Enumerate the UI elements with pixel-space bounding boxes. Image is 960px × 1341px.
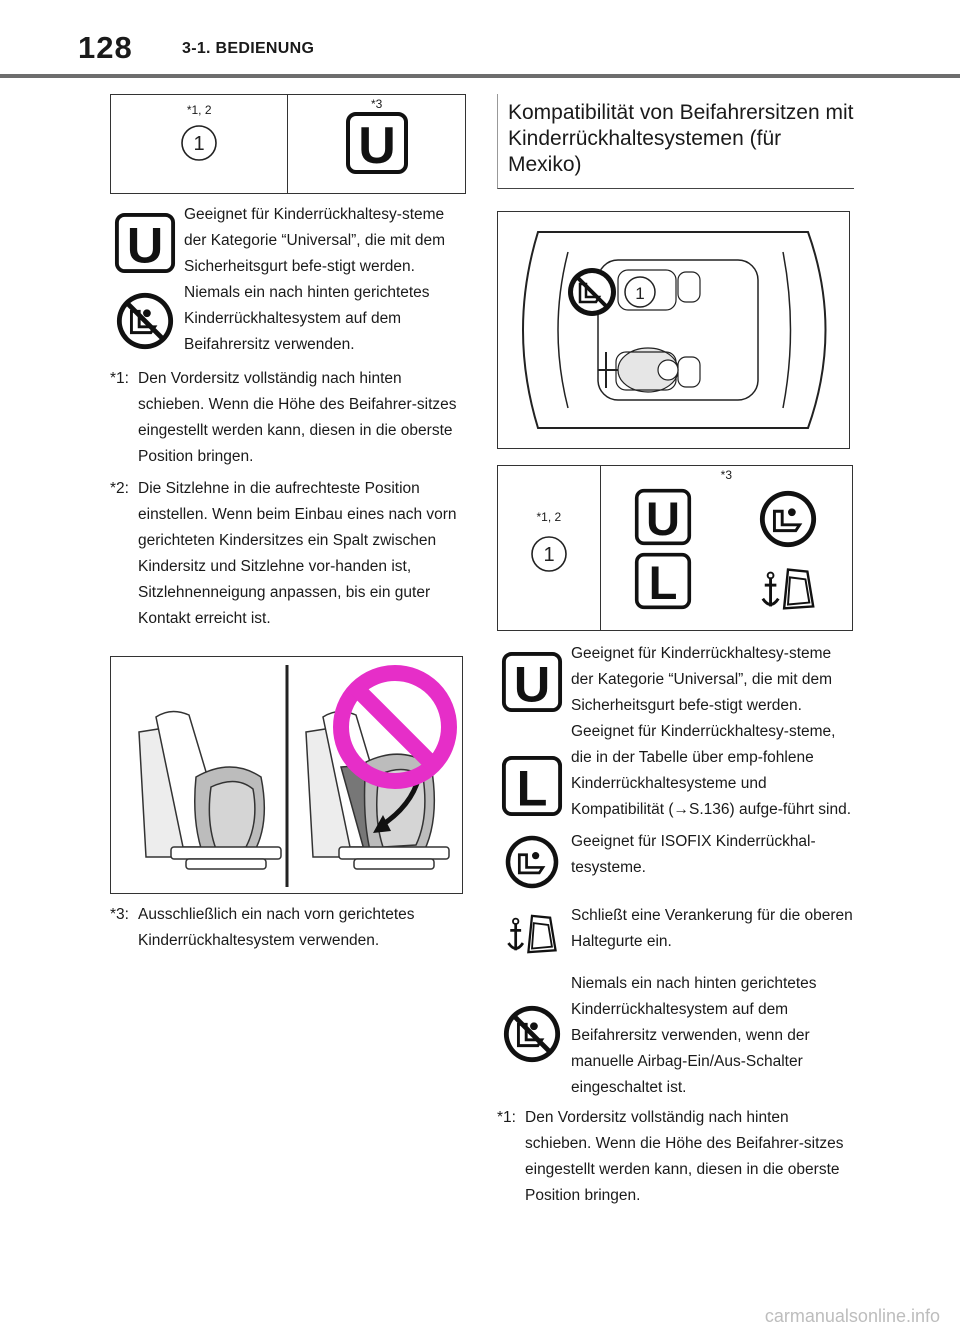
- table-cell-category: [288, 95, 466, 194]
- footnote-mark: *3:: [110, 906, 129, 923]
- isofix-icon: [503, 833, 561, 891]
- svg-text:L: L: [516, 759, 548, 817]
- svg-text:U: U: [645, 492, 680, 546]
- universal-u-icon: [345, 111, 409, 175]
- page-number: 128: [78, 30, 133, 65]
- circled-one-icon: [179, 123, 219, 163]
- car-top-view-illustration: [498, 212, 849, 448]
- footnote-text: Ausschließlich ein nach vorn gerichtetes Kinderrückhaltesystem verwenden.: [138, 906, 415, 949]
- legend-text: Niemals ein nach hinten gerichtetes Kinderrückhaltesystem auf dem Beifahrersitz verwenden, wenn der manuelle Airbag-Ein/Aus-Schalter eingeschaltet ist.: [571, 975, 817, 1096]
- footnote-text: Die Sitzlehne in die aufrechteste Position einstellen. Wenn beim Einbau eines nach vorn gerichteten Kindersitzes ein Spalt zwischen Kindersitz und Sitzlehne vor-handen ist, Sitzlehnenneigung anpassen, bis ein guter Kontakt erreicht ist.: [138, 480, 457, 627]
- footnote-marks: *3: [720, 468, 732, 482]
- legend-universal: [110, 202, 466, 280]
- l-category-icon: [501, 755, 563, 817]
- svg-text:U: U: [357, 117, 396, 175]
- universal-u-icon: [114, 212, 176, 274]
- seat-illustration: [110, 656, 463, 894]
- svg-text:U: U: [126, 216, 164, 274]
- svg-text:L: L: [648, 556, 677, 610]
- l-category-icon: [634, 552, 692, 610]
- legend-text: Geeignet für Kinderrückhaltesy-steme der Kategorie “Universal”, die mit dem Sicherheitsgurt befe-stigt werden.: [571, 645, 833, 714]
- top-tether-anchor-icon: [757, 558, 819, 620]
- universal-u-icon: [634, 488, 692, 546]
- svg-text:1: 1: [193, 133, 205, 155]
- table-cell-seat: [498, 466, 601, 631]
- left-column: [110, 94, 466, 954]
- car-top-view: [497, 211, 850, 449]
- svg-text:1: 1: [635, 284, 645, 303]
- legend-universal: [497, 641, 853, 719]
- legend-text: Schließt eine Verankerung für die oberen Haltegurte ein.: [571, 907, 853, 950]
- page-header: [0, 0, 960, 80]
- legend-no-rear-facing: [110, 280, 466, 358]
- legend-text: Geeignet für ISOFIX Kinderrückhal-tesysteme.: [571, 833, 816, 876]
- footnote-1: [497, 1105, 853, 1209]
- svg-text:1: 1: [543, 544, 555, 566]
- legend-text: Niemals ein nach hinten gerichtetes Kinderrückhaltesystem auf dem Beifahrersitz verwenden.: [184, 284, 430, 353]
- footnote-mark: *2:: [110, 480, 129, 497]
- table-cell-seat: [111, 95, 288, 194]
- watermark: carmanualsonline.info: [764, 1306, 940, 1326]
- no-rear-facing-seat-icon: [114, 290, 176, 352]
- no-rear-facing-seat-icon: [501, 1003, 563, 1065]
- no-rear-facing-seat-icon: [568, 268, 616, 316]
- legend-l-category: [497, 719, 853, 823]
- isofix-icon: [757, 488, 819, 550]
- legend-text: Geeignet für Kinderrückhaltesy-steme, die in der Tabelle über emp-fohlene Kinderrückhaltesysteme und Kompatibilität (→S.136) aufge-führt sind.: [571, 723, 851, 818]
- footnote-marks: *1, 2: [536, 510, 562, 524]
- footnote-mark: *1:: [110, 370, 129, 387]
- legend-isofix: [497, 829, 853, 891]
- top-tether-anchor-icon: [503, 905, 561, 963]
- footnote-text: Den Vordersitz vollständig nach hinten schieben. Wenn die Höhe des Beifahrer-sitzes eingestellt werden kann, diesen in die oberste Position bringen.: [138, 370, 457, 465]
- compat-table-left: [110, 94, 466, 194]
- subsection-title: Kompatibilität von Beifahrersitzen mit Kinderrückhaltesystemen (für Mexiko): [497, 94, 854, 189]
- legend-top-tether: [497, 903, 853, 963]
- universal-u-icon: [501, 651, 563, 713]
- table-cell-category: [600, 466, 852, 631]
- footnote-mark: *1:: [497, 1109, 516, 1126]
- footnote-marks: *3: [371, 97, 383, 111]
- right-column: [497, 94, 853, 1209]
- footnote-2: [110, 476, 466, 632]
- legend-text: Geeignet für Kinderrückhaltesy-steme der Kategorie “Universal”, die mit dem Sicherheitsgurt befe-stigt werden.: [184, 206, 446, 275]
- svg-text:U: U: [513, 655, 551, 713]
- header-rule: [0, 74, 960, 78]
- footnote-1: [110, 366, 466, 470]
- footnote-marks: *1, 2: [186, 103, 212, 117]
- footnote-3: [110, 902, 466, 954]
- section-title: 3-1. BEDIENUNG: [182, 40, 315, 57]
- circled-one-icon: [529, 534, 569, 574]
- footnote-text: Den Vordersitz vollständig nach hinten schieben. Wenn die Höhe des Beifahrer-sitzes eingestellt werden kann, diesen in die oberste Position bringen.: [525, 1109, 844, 1204]
- compat-table-right: [497, 465, 853, 631]
- child-seat-illustration: [111, 657, 462, 893]
- legend-no-rear-facing: [497, 971, 853, 1101]
